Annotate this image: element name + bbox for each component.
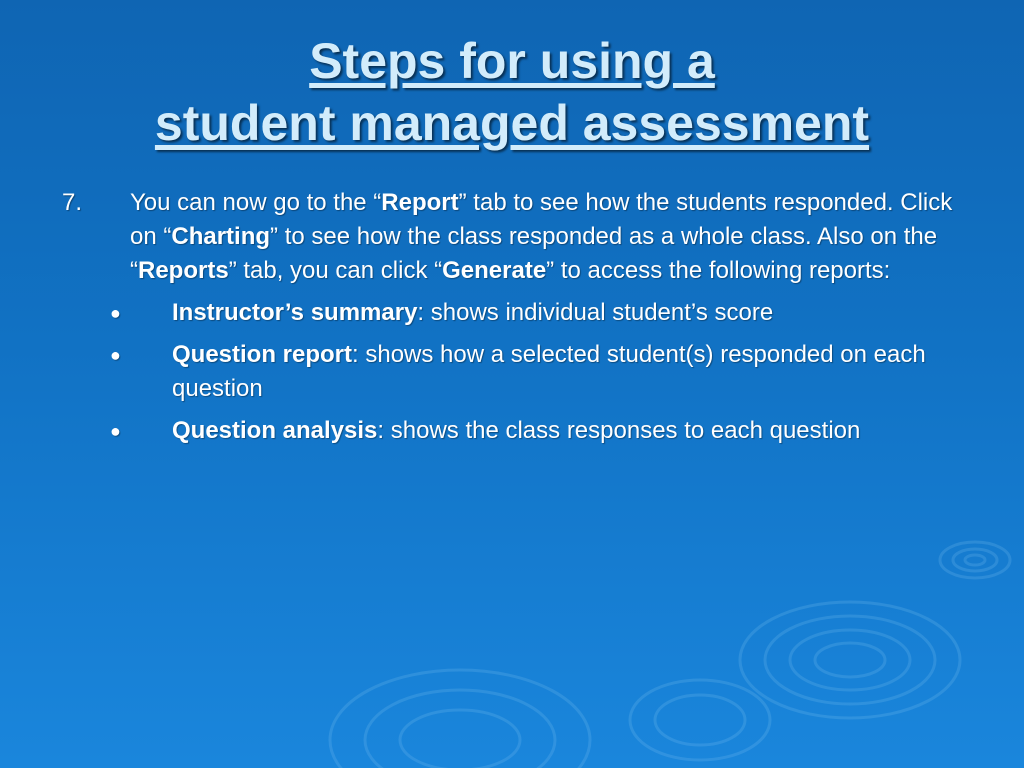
bullet-icon: ● xyxy=(110,303,121,323)
bullet-text: : shows how a selected student(s) responded on each question xyxy=(172,341,926,402)
step-text-part: ” tab, you can click “ xyxy=(228,257,443,284)
bullet-icon: ● xyxy=(110,345,121,365)
list-item xyxy=(62,296,962,330)
bullet-label: Question report xyxy=(172,341,353,368)
bullet-icon: ● xyxy=(110,421,121,441)
slide-title xyxy=(0,30,1024,154)
bullet-text: : shows individual student’s score xyxy=(417,299,774,326)
step-text-part: You can now go to the “ xyxy=(130,189,382,216)
bullet-label: Question analysis xyxy=(172,417,378,444)
step-text xyxy=(130,186,962,288)
step-text-part: ” to access the following reports: xyxy=(546,257,891,284)
list-item xyxy=(62,338,962,406)
report-tab-name: Report xyxy=(381,189,459,216)
step-number: 7. xyxy=(62,189,83,216)
slide-body xyxy=(62,186,962,456)
numbered-step xyxy=(62,186,962,288)
step-text-part: ” tab to see how the students responded. Click on “ xyxy=(130,189,953,250)
title-line-1: Steps for using a xyxy=(309,33,715,89)
step-text-part: ” to see how the class responded as a whole class. Also on the “ xyxy=(130,223,938,284)
bullet-text: : shows the class responses to each question xyxy=(377,417,861,444)
list-item xyxy=(62,414,962,448)
title-line-2: student managed assessment xyxy=(154,95,870,151)
bullet-label: Instructor’s summary xyxy=(172,299,418,326)
charting-name: Charting xyxy=(171,223,271,250)
reports-tab-name: Reports xyxy=(138,257,229,284)
report-list xyxy=(62,296,962,448)
generate-name: Generate xyxy=(442,257,547,284)
